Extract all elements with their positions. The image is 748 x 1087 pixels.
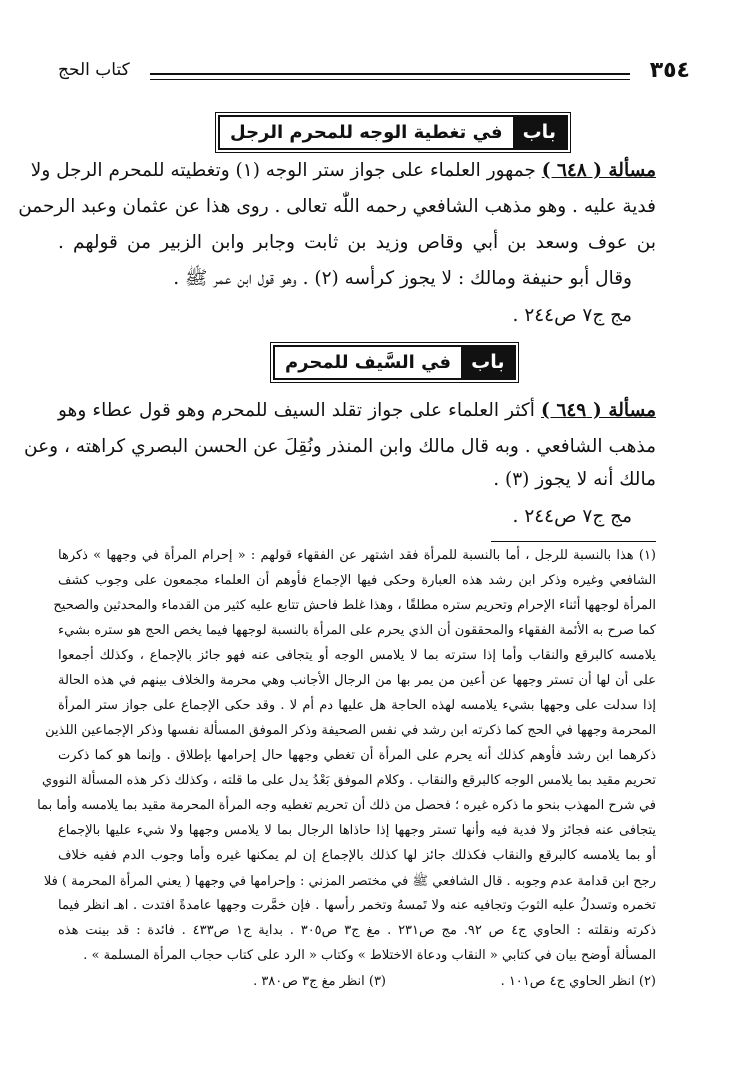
paragraph-line: فدية عليه . وهو مذهب الشافعي رحمه اللّٰه تعالى . روى هذا عن عثمان وعبد الرحمن <box>18 196 656 217</box>
footnote-line: الشافعي وغيره وذكر ابن رشد هذه العبارة وحكى فيها الإجماع فأوهم أن العلماء مجمعون على وجوب كشف <box>58 573 656 588</box>
footnote-line: (١) هذا بالنسبة للرجل ، أما بالنسبة للمرأة فقد اشتهر عن الفقهاء قولهم : « إحرام المرأة في وجهها » ذكرها <box>58 548 656 563</box>
text-span: جمهور العلماء على جواز ستر الوجه (١) وتغطيته للمحرم الرجل ولا <box>30 160 536 181</box>
footnote-line: إذا سدلت على وجهها بشيء يلامسه لهذه الحاجة هل عليها دم أم لا . وقد حكى الإجماع على جواز ستر المرأة <box>58 698 656 713</box>
paragraph-line <box>30 160 656 181</box>
footnote-line: المسألة أوضح بيان في كتابي « النقاب ودعاة الاختلاط » وكتاب « الرد على كتاب حجاب المرأة المسلمة » . <box>83 948 656 963</box>
footnote-line: رجح ابن قدامة عدم وجوبه . قال الشافعي ﷺ في مختصر المزني : وإحرامها في وجهها ( يعني المرأة المحرمة ) فلا <box>43 874 656 889</box>
header-double-rule <box>150 73 630 80</box>
chapter-title: في تغطية الوجه للمحرم الرجل <box>220 117 513 148</box>
chapter-heading-sword <box>273 345 516 380</box>
running-title: كتاب الحج <box>58 60 130 80</box>
reference-line: مج ج٧ ص٢٤٤ . <box>512 506 632 527</box>
chapter-title: في السَّيف للمحرم <box>275 347 461 378</box>
paragraph-line <box>58 400 656 421</box>
footnote-line: المحرمة وجهها في الحج كما ذكرته ابن رشد في نفس الصحيفة وذكر الموفق المسألة نفسها وذكر الإجماعين اللذين <box>45 723 656 738</box>
footnote-line: يتجافى عنه فجائز ولا فدية فيه وأنها تستر وجهها إذا حاذاها الرجال بما لا يلامس وجهها ولا شيء عليها بالإجماع <box>58 823 656 838</box>
footnote-line: كما صرح به الأئمة الفقهاء والمحققون أن الذي يحرم على المرأة بالنسبة لوجهها فيما يخص الحج هو ستره بشيء <box>58 623 656 638</box>
masala-number: مسألة ( ٦٤٩ ) <box>540 400 656 421</box>
bab-label: باب <box>513 117 566 148</box>
footnote-line: على أن لها أن تستر وجهها عن أعين من يمر بها من الرجال الأجانب وهي محرمة والخلاف بينهم في هذه الحالة <box>58 673 656 688</box>
footnote-3: (٣) انظر مغ ج٣ ص٣٨٠ . <box>253 974 386 989</box>
footnote-line: المرأة لوجهها أثناء الإحرام وتحريم ستره مطلقًا ، وهذا غلط فاحش تتابع عليه كثير من القدماء والمحدثين والصحيح <box>53 598 656 613</box>
footnote-line: ذكرته ونقلته : الحاوي ج٤ ص ٩٢. مج ص٢٣١ . مغ ج٣ ص٣٠٥ . بداية ج١ ص٤٣٣ . فائدة : قد بينت هذه <box>58 923 656 938</box>
text-span: أكثر العلماء على جواز تقلد السيف للمحرم وهو قول عطاء وهو <box>58 400 535 421</box>
footnote-line: يلامسه كالبرقع والنقاب وأما إذا سترته بما لا يلامس الوجه أو يتجافى عنه فهو جائز بالإجماع ، وكذلك أجمعوا <box>58 648 656 663</box>
footnote-line: ذكرهما ابن رشد فأوهم كذلك أنه يحرم على المرأة أن تغطي وجهها حال إحرامها بإطلاق . وإنما هو كما ذكرت <box>58 748 656 763</box>
chapter-heading-face-covering <box>218 115 568 150</box>
page-header <box>58 58 690 90</box>
footnote-line: تحريم مقيد بما يلامس الوجه كالبرقع والنقاب . وكلام الموفق بَعْدُ يدل على ما قلته ، وكذلك ذكر هذه المسألة النووي <box>42 773 656 788</box>
paragraph-line: بن عوف وسعد بن أبي وقاص وزيد بن ثابت وجابر وابن الزبير من قولهم . <box>58 232 656 253</box>
footnote-separator <box>491 541 656 542</box>
footnote-2: (٢) انظر الحاوي ج٤ ص١٠١ . <box>500 974 656 989</box>
footnote-line: تخمره وتسدلُ عليه الثوبَ وتجافيه عنه ولا تَمسهُ وتخمر رأسها . فإن خمَّرت وجهها عامدةً افتدت . اهـ انظر فيما <box>58 898 656 913</box>
footnote-line: أو بما يلامسه كالبرقع والنقاب فكذلك جائز لها كذلك بالإجماع إن لم يمكنها غيره وأما وجوب الدم ففيه خلاف <box>58 848 656 863</box>
reference-line: مج ج٧ ص٢٤٤ . <box>512 305 632 326</box>
paragraph-line: مالك أنه لا يجوز (٣) . <box>493 469 656 490</box>
page-number: ٣٥٤ <box>649 58 690 83</box>
bab-label: باب <box>461 347 514 378</box>
paragraph-line: وقال أبو حنيفة ومالك : لا يجوز كرأسه (٢) . وهو قول ابن عمر ﷺ . <box>173 268 632 289</box>
footnote-line: في شرح المهذب بنحو ما ذكره غيره ؛ فحصل من ذلك أن تحريم تغطيه وجه المرأة المحرمة مقيد بما يلامسه وأما بما <box>37 798 656 813</box>
paragraph-line: مذهب الشافعي . وبه قال مالك وابن المنذر ونُقِلَ عن الحسن البصري كراهته ، وعن <box>24 436 656 457</box>
masala-number: مسألة ( ٦٤٨ ) <box>541 160 656 181</box>
